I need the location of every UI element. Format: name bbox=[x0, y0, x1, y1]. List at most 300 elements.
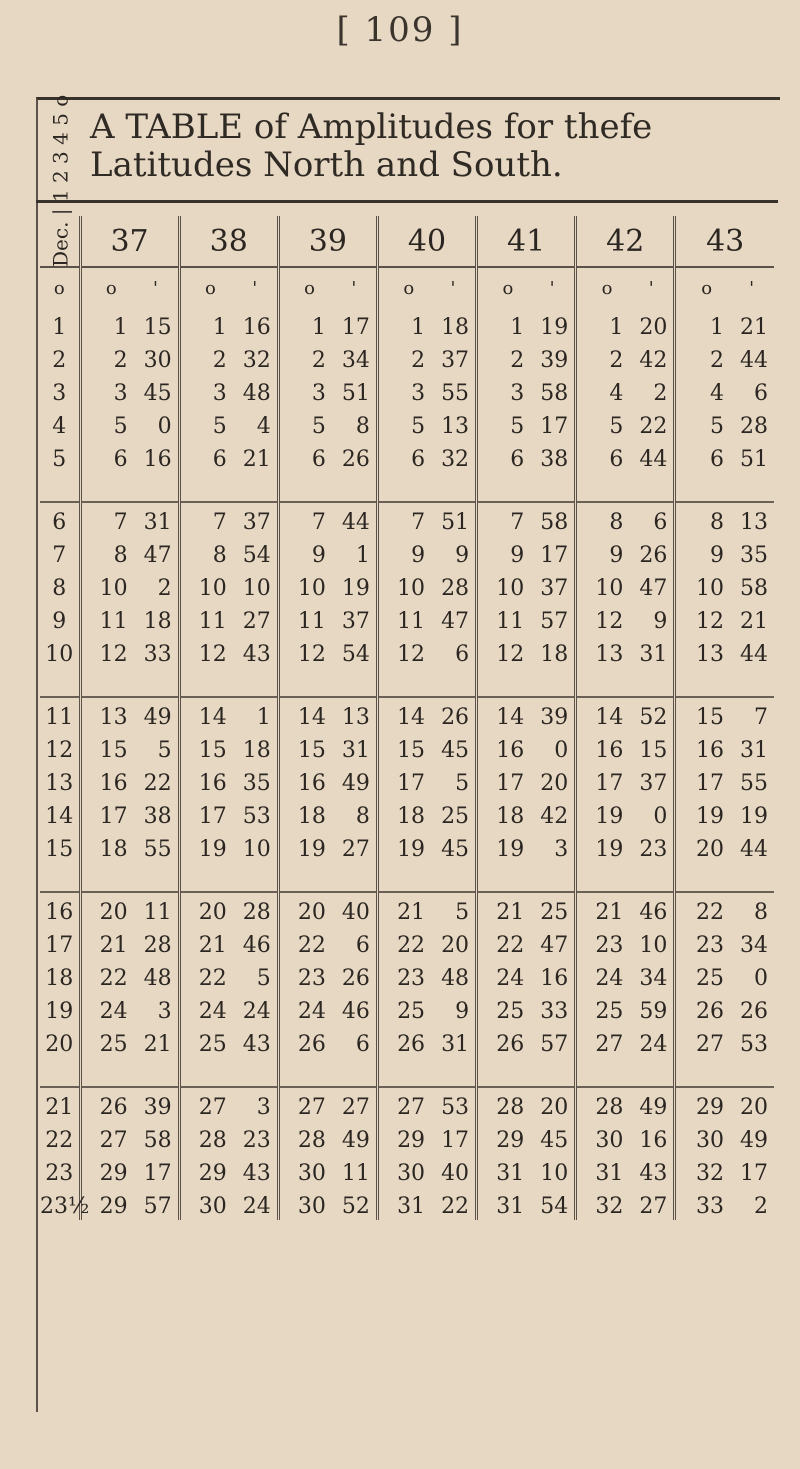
amplitude-minutes: 44 bbox=[740, 837, 768, 862]
amplitude-degrees: 31 bbox=[496, 1194, 525, 1219]
amplitude-cell bbox=[278, 1121, 377, 1154]
declination-cell: 19 bbox=[45, 999, 74, 1024]
amplitude-cell bbox=[477, 1025, 576, 1058]
amplitude-degrees: 9 bbox=[311, 543, 326, 568]
table-row bbox=[40, 697, 774, 731]
table-row bbox=[40, 635, 774, 668]
units-cell bbox=[80, 267, 179, 308]
amplitude-degrees: 6 bbox=[311, 447, 326, 472]
table-row bbox=[40, 1025, 774, 1058]
amplitude-degrees: 24 bbox=[297, 999, 326, 1024]
amplitude-degrees: 11 bbox=[99, 609, 128, 634]
amplitude-minutes: 26 bbox=[441, 705, 470, 730]
amplitude-cell bbox=[80, 502, 179, 536]
amplitude-degrees: 11 bbox=[496, 609, 525, 634]
units-cell bbox=[477, 267, 576, 308]
table-row bbox=[40, 1187, 774, 1220]
amplitude-degrees: 19 bbox=[595, 804, 624, 829]
amplitude-degrees: 3 bbox=[510, 381, 525, 406]
amplitude-degrees: 17 bbox=[696, 771, 724, 796]
units-lat: o bbox=[40, 267, 80, 308]
table-row bbox=[40, 569, 774, 602]
amplitude-degrees: 20 bbox=[99, 900, 128, 925]
amplitude-minutes: 20 bbox=[639, 315, 668, 340]
amplitude-degrees: 19 bbox=[198, 837, 227, 862]
amplitude-cell bbox=[477, 697, 576, 731]
divider-cell bbox=[377, 863, 476, 892]
amplitude-degrees: 16 bbox=[696, 738, 724, 763]
amplitude-degrees: 25 bbox=[397, 999, 426, 1024]
amplitude-minutes: 9 bbox=[455, 999, 470, 1024]
amplitude-minutes: 43 bbox=[242, 1161, 271, 1186]
amplitude-degrees: 29 bbox=[397, 1128, 426, 1153]
amplitude-minutes: 25 bbox=[441, 804, 470, 829]
amplitude-minutes: 43 bbox=[242, 642, 271, 667]
amplitude-minutes: 31 bbox=[143, 510, 172, 535]
amplitude-minutes: 1 bbox=[355, 543, 370, 568]
amplitude-minutes: 25 bbox=[540, 900, 569, 925]
declination-cell: 1 bbox=[52, 315, 67, 340]
amplitude-degrees: 21 bbox=[198, 933, 227, 958]
amplitude-degrees: 22 bbox=[696, 900, 724, 925]
amplitude-degrees: 18 bbox=[397, 804, 426, 829]
declination-cell: 10 bbox=[45, 642, 74, 667]
amplitude-minutes: 45 bbox=[441, 738, 470, 763]
amplitude-degrees: 30 bbox=[297, 1194, 326, 1219]
amplitude-cell bbox=[576, 697, 675, 731]
amplitude-degrees: 13 bbox=[595, 642, 624, 667]
group-divider bbox=[40, 473, 774, 502]
amplitude-minutes: 32 bbox=[242, 348, 271, 373]
amplitude-cell bbox=[675, 1087, 774, 1121]
amplitude-cell bbox=[576, 374, 675, 407]
amplitude-minutes: 24 bbox=[639, 1032, 668, 1057]
amplitude-degrees: 12 bbox=[496, 642, 525, 667]
divider-cell bbox=[179, 473, 278, 502]
amplitude-minutes: 21 bbox=[143, 1032, 172, 1057]
divider-cell bbox=[179, 668, 278, 697]
amplitude-minutes: 37 bbox=[242, 510, 271, 535]
latitude-header: 37 bbox=[80, 216, 179, 267]
title-line-1: A TABLE of Amplitudes for thefe bbox=[90, 107, 653, 147]
declination-cell: 9 bbox=[52, 609, 67, 634]
amplitude-cell bbox=[576, 308, 675, 341]
latitude-header: 38 bbox=[179, 216, 278, 267]
amplitude-minutes: 20 bbox=[740, 1095, 768, 1120]
amplitude-minutes: 10 bbox=[242, 576, 271, 601]
amplitude-cell bbox=[377, 407, 476, 440]
amplitude-degrees: 19 bbox=[297, 837, 326, 862]
amplitude-cell bbox=[377, 1187, 476, 1220]
amplitude-cell bbox=[377, 1087, 476, 1121]
amplitude-minutes: 55 bbox=[740, 771, 768, 796]
amplitude-degrees: 10 bbox=[496, 576, 525, 601]
amplitude-cell bbox=[477, 797, 576, 830]
amplitude-minutes: 49 bbox=[639, 1095, 668, 1120]
amplitude-cell bbox=[477, 374, 576, 407]
amplitude-cell bbox=[576, 1121, 675, 1154]
amplitude-degrees: 15 bbox=[397, 738, 426, 763]
table-row bbox=[40, 502, 774, 536]
divider-cell bbox=[179, 863, 278, 892]
table-row bbox=[40, 536, 774, 569]
amplitude-minutes: 49 bbox=[341, 1128, 370, 1153]
amplitude-degrees: 5 bbox=[710, 414, 724, 439]
amplitude-degrees: 6 bbox=[212, 447, 227, 472]
amplitude-cell bbox=[278, 341, 377, 374]
amplitude-minutes: 5 bbox=[157, 738, 172, 763]
amplitude-minutes: 35 bbox=[740, 543, 768, 568]
amplitude-degrees: 3 bbox=[212, 381, 227, 406]
amplitude-cell bbox=[377, 635, 476, 668]
amplitude-minutes: 28 bbox=[242, 900, 271, 925]
amplitude-degrees: 28 bbox=[595, 1095, 624, 1120]
declination-cell: 23½ bbox=[40, 1194, 90, 1219]
amplitude-minutes: 27 bbox=[341, 1095, 370, 1120]
table-row bbox=[40, 992, 774, 1025]
amplitude-minutes: 31 bbox=[740, 738, 768, 763]
amplitude-degrees: 8 bbox=[609, 510, 624, 535]
divider-cell bbox=[40, 473, 80, 502]
amplitude-degrees: 28 bbox=[297, 1128, 326, 1153]
amplitude-minutes: 18 bbox=[242, 738, 271, 763]
amplitude-cell bbox=[179, 440, 278, 473]
amplitude-minutes: 7 bbox=[754, 705, 768, 730]
amplitude-degrees: 1 bbox=[311, 315, 326, 340]
amplitude-minutes: 45 bbox=[143, 381, 172, 406]
amplitude-minutes: 3 bbox=[554, 837, 569, 862]
amplitude-degrees: 23 bbox=[397, 966, 426, 991]
amplitude-cell bbox=[377, 502, 476, 536]
amplitude-degrees: 22 bbox=[397, 933, 426, 958]
units-minutes: ' bbox=[153, 277, 158, 299]
amplitude-degrees: 7 bbox=[510, 510, 525, 535]
amplitude-minutes: 45 bbox=[441, 837, 470, 862]
amplitude-minutes: 13 bbox=[740, 510, 768, 535]
declination-cell: 20 bbox=[45, 1032, 74, 1057]
amplitude-degrees: 1 bbox=[710, 315, 724, 340]
amplitude-minutes: 39 bbox=[143, 1095, 172, 1120]
amplitude-minutes: 5 bbox=[455, 771, 470, 796]
divider-cell bbox=[179, 1058, 278, 1087]
amplitude-minutes: 1 bbox=[256, 705, 271, 730]
amplitude-degrees: 29 bbox=[496, 1128, 525, 1153]
amplitude-minutes: 46 bbox=[242, 933, 271, 958]
amplitude-degrees: 17 bbox=[198, 804, 227, 829]
amplitude-minutes: 51 bbox=[740, 447, 768, 472]
amplitude-degrees: 19 bbox=[496, 837, 525, 862]
title-line-2: Latitudes North and South. bbox=[90, 145, 563, 185]
divider-cell bbox=[576, 863, 675, 892]
amplitude-minutes: 45 bbox=[540, 1128, 569, 1153]
declination-cell: 21 bbox=[45, 1095, 74, 1120]
header-row bbox=[40, 216, 774, 267]
amplitude-degrees: 23 bbox=[297, 966, 326, 991]
amplitude-cell bbox=[675, 635, 774, 668]
amplitude-minutes: 9 bbox=[653, 609, 668, 634]
amplitude-minutes: 53 bbox=[441, 1095, 470, 1120]
amplitude-cell bbox=[477, 502, 576, 536]
table-row bbox=[40, 1087, 774, 1121]
latitude-header: 43 bbox=[675, 216, 774, 267]
table-row bbox=[40, 341, 774, 374]
amplitude-minutes: 3 bbox=[157, 999, 172, 1024]
amplitude-minutes: 38 bbox=[143, 804, 172, 829]
amplitude-degrees: 31 bbox=[397, 1194, 426, 1219]
amplitude-minutes: 44 bbox=[740, 348, 768, 373]
amplitude-cell bbox=[377, 1154, 476, 1187]
units-degrees: o bbox=[304, 277, 316, 299]
amplitude-degrees: 8 bbox=[710, 510, 724, 535]
amplitude-minutes: 6 bbox=[754, 381, 768, 406]
amplitude-cell bbox=[675, 1154, 774, 1187]
amplitude-minutes: 40 bbox=[441, 1161, 470, 1186]
amplitude-minutes: 43 bbox=[242, 1032, 271, 1057]
amplitude-degrees: 21 bbox=[397, 900, 426, 925]
amplitude-minutes: 26 bbox=[639, 543, 668, 568]
title-rule bbox=[36, 200, 778, 203]
amplitude-degrees: 14 bbox=[397, 705, 426, 730]
amplitude-degrees: 29 bbox=[99, 1161, 128, 1186]
amplitude-minutes: 8 bbox=[355, 804, 370, 829]
amplitude-minutes: 40 bbox=[341, 900, 370, 925]
amplitude-cell bbox=[675, 764, 774, 797]
amplitude-cell bbox=[179, 797, 278, 830]
amplitude-cell bbox=[179, 1087, 278, 1121]
amplitude-cell bbox=[80, 602, 179, 635]
amplitude-degrees: 3 bbox=[113, 381, 128, 406]
amplitude-cell bbox=[80, 374, 179, 407]
declination-cell: 22 bbox=[45, 1128, 74, 1153]
amplitude-degrees: 22 bbox=[496, 933, 525, 958]
amplitude-cell bbox=[576, 440, 675, 473]
amplitude-degrees: 10 bbox=[595, 576, 624, 601]
amplitude-minutes: 55 bbox=[441, 381, 470, 406]
amplitude-minutes: 0 bbox=[653, 804, 668, 829]
amplitude-degrees: 20 bbox=[696, 837, 724, 862]
amplitude-degrees: 10 bbox=[198, 576, 227, 601]
amplitude-degrees: 15 bbox=[696, 705, 724, 730]
amplitude-minutes: 27 bbox=[341, 837, 370, 862]
amplitude-degrees: 11 bbox=[397, 609, 426, 634]
amplitude-cell bbox=[675, 536, 774, 569]
amplitude-degrees: 10 bbox=[297, 576, 326, 601]
amplitude-degrees: 29 bbox=[99, 1194, 128, 1219]
amplitude-degrees: 6 bbox=[411, 447, 426, 472]
declination-cell: 17 bbox=[45, 933, 74, 958]
divider-cell bbox=[477, 863, 576, 892]
amplitude-minutes: 39 bbox=[540, 348, 569, 373]
amplitude-minutes: 27 bbox=[639, 1194, 668, 1219]
amplitude-degrees: 21 bbox=[595, 900, 624, 925]
amplitude-minutes: 31 bbox=[341, 738, 370, 763]
amplitude-degrees: 27 bbox=[99, 1128, 128, 1153]
amplitude-minutes: 5 bbox=[455, 900, 470, 925]
amplitude-degrees: 15 bbox=[99, 738, 128, 763]
amplitude-degrees: 23 bbox=[595, 933, 624, 958]
amplitude-cell bbox=[80, 1187, 179, 1220]
amplitude-cell bbox=[80, 697, 179, 731]
declination-cell: 13 bbox=[45, 771, 74, 796]
units-cell bbox=[675, 267, 774, 308]
amplitude-degrees: 9 bbox=[411, 543, 426, 568]
amplitude-cell bbox=[477, 892, 576, 926]
amplitude-cell bbox=[675, 602, 774, 635]
declination-cell: 2 bbox=[52, 348, 67, 373]
amplitude-minutes: 48 bbox=[143, 966, 172, 991]
amplitude-degrees: 5 bbox=[113, 414, 128, 439]
amplitude-degrees: 16 bbox=[297, 771, 326, 796]
amplitude-cell bbox=[576, 1154, 675, 1187]
amplitude-cell bbox=[179, 926, 278, 959]
amplitude-degrees: 16 bbox=[496, 738, 525, 763]
amplitude-minutes: 16 bbox=[639, 1128, 668, 1153]
amplitude-minutes: 15 bbox=[639, 738, 668, 763]
amplitude-cell bbox=[675, 1025, 774, 1058]
divider-cell bbox=[40, 1058, 80, 1087]
declination-header: Dec. | 1 2 3 4 5 o bbox=[48, 94, 73, 267]
divider-cell bbox=[80, 863, 179, 892]
amplitude-cell bbox=[477, 1087, 576, 1121]
amplitude-minutes: 26 bbox=[341, 447, 370, 472]
units-degrees: o bbox=[701, 277, 713, 299]
amplitude-cell bbox=[278, 764, 377, 797]
amplitude-minutes: 20 bbox=[540, 1095, 569, 1120]
amplitude-cell bbox=[576, 830, 675, 863]
amplitude-cell bbox=[675, 440, 774, 473]
latitude-header: 42 bbox=[576, 216, 675, 267]
amplitude-degrees: 16 bbox=[198, 771, 227, 796]
amplitude-cell bbox=[675, 697, 774, 731]
amplitude-minutes: 10 bbox=[639, 933, 668, 958]
amplitude-degrees: 17 bbox=[595, 771, 624, 796]
amplitude-degrees: 5 bbox=[212, 414, 227, 439]
divider-cell bbox=[40, 668, 80, 697]
units-cell bbox=[576, 267, 675, 308]
divider-cell bbox=[576, 1058, 675, 1087]
amplitude-minutes: 11 bbox=[143, 900, 172, 925]
amplitude-cell bbox=[179, 569, 278, 602]
amplitude-minutes: 47 bbox=[143, 543, 172, 568]
amplitude-cell bbox=[179, 764, 278, 797]
amplitude-minutes: 4 bbox=[256, 414, 271, 439]
amplitude-cell bbox=[377, 892, 476, 926]
amplitude-cell bbox=[576, 635, 675, 668]
amplitude-cell bbox=[477, 830, 576, 863]
amplitude-degrees: 21 bbox=[99, 933, 128, 958]
amplitude-cell bbox=[477, 407, 576, 440]
amplitude-degrees: 25 bbox=[99, 1032, 128, 1057]
amplitude-minutes: 33 bbox=[143, 642, 172, 667]
amplitude-cell bbox=[675, 1121, 774, 1154]
amplitude-degrees: 25 bbox=[198, 1032, 227, 1057]
amplitude-degrees: 2 bbox=[609, 348, 624, 373]
amplitude-degrees: 22 bbox=[99, 966, 128, 991]
amplitude-cell bbox=[278, 407, 377, 440]
amplitude-cell bbox=[576, 407, 675, 440]
amplitude-degrees: 3 bbox=[411, 381, 426, 406]
amplitude-cell bbox=[179, 536, 278, 569]
amplitude-degrees: 10 bbox=[696, 576, 724, 601]
amplitude-minutes: 21 bbox=[740, 315, 768, 340]
amplitude-minutes: 47 bbox=[540, 933, 569, 958]
amplitude-degrees: 14 bbox=[198, 705, 227, 730]
amplitude-degrees: 12 bbox=[696, 609, 724, 634]
table-row bbox=[40, 407, 774, 440]
table-row bbox=[40, 440, 774, 473]
table-row bbox=[40, 764, 774, 797]
amplitude-cell bbox=[278, 1154, 377, 1187]
amplitude-minutes: 44 bbox=[341, 510, 370, 535]
amplitude-degrees: 31 bbox=[595, 1161, 624, 1186]
amplitude-minutes: 39 bbox=[540, 705, 569, 730]
amplitude-minutes: 59 bbox=[639, 999, 668, 1024]
divider-cell bbox=[278, 1058, 377, 1087]
amplitude-minutes: 2 bbox=[754, 1194, 768, 1219]
amplitude-cell bbox=[80, 764, 179, 797]
amplitude-degrees: 12 bbox=[297, 642, 326, 667]
amplitude-cell bbox=[179, 1121, 278, 1154]
amplitude-minutes: 20 bbox=[441, 933, 470, 958]
divider-cell bbox=[675, 1058, 774, 1087]
amplitude-degrees: 27 bbox=[397, 1095, 426, 1120]
amplitude-cell bbox=[377, 569, 476, 602]
amplitude-cell bbox=[179, 1025, 278, 1058]
amplitude-degrees: 17 bbox=[99, 804, 128, 829]
amplitude-minutes: 38 bbox=[540, 447, 569, 472]
table-row bbox=[40, 1121, 774, 1154]
amplitude-minutes: 5 bbox=[256, 966, 271, 991]
amplitude-cell bbox=[576, 602, 675, 635]
amplitude-minutes: 16 bbox=[540, 966, 569, 991]
amplitude-cell bbox=[80, 926, 179, 959]
amplitude-cell bbox=[179, 1154, 278, 1187]
amplitude-degrees: 1 bbox=[212, 315, 227, 340]
amplitude-degrees: 24 bbox=[99, 999, 128, 1024]
amplitude-degrees: 1 bbox=[113, 315, 128, 340]
amplitude-cell bbox=[477, 536, 576, 569]
amplitude-cell bbox=[576, 797, 675, 830]
amplitude-cell bbox=[278, 731, 377, 764]
amplitude-cell bbox=[576, 1187, 675, 1220]
amplitude-cell bbox=[278, 1025, 377, 1058]
amplitude-cell bbox=[675, 1187, 774, 1220]
amplitude-cell bbox=[377, 697, 476, 731]
amplitude-cell bbox=[477, 764, 576, 797]
amplitude-minutes: 27 bbox=[242, 609, 271, 634]
amplitude-degrees: 14 bbox=[496, 705, 525, 730]
divider-cell bbox=[675, 863, 774, 892]
table-row bbox=[40, 797, 774, 830]
amplitude-minutes: 26 bbox=[341, 966, 370, 991]
amplitude-cell bbox=[377, 374, 476, 407]
amplitude-minutes: 0 bbox=[157, 414, 172, 439]
amplitude-minutes: 24 bbox=[242, 1194, 271, 1219]
amplitude-minutes: 46 bbox=[341, 999, 370, 1024]
divider-cell bbox=[80, 668, 179, 697]
amplitude-cell bbox=[179, 697, 278, 731]
amplitude-degrees: 32 bbox=[595, 1194, 624, 1219]
amplitude-degrees: 29 bbox=[696, 1095, 724, 1120]
amplitude-minutes: 19 bbox=[740, 804, 768, 829]
amplitude-cell bbox=[477, 308, 576, 341]
amplitude-minutes: 53 bbox=[242, 804, 271, 829]
amplitude-cell bbox=[477, 1154, 576, 1187]
amplitude-minutes: 58 bbox=[540, 510, 569, 535]
amplitude-minutes: 9 bbox=[455, 543, 470, 568]
amplitude-degrees: 13 bbox=[696, 642, 724, 667]
group-divider bbox=[40, 1058, 774, 1087]
